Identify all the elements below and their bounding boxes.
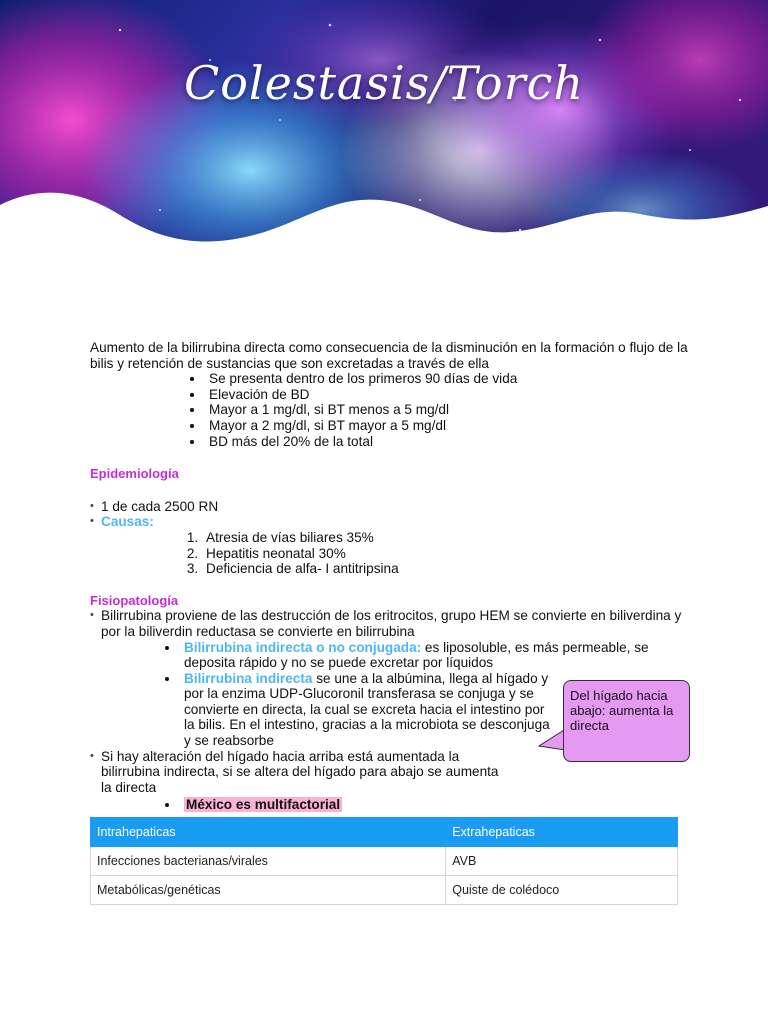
list-item: • Si hay alteración del hígado hacia arriba está aumentada la bilirrubina indirecta, si se altera del hígado para abajo se aumenta la directa	[90, 749, 510, 796]
list-item	[90, 514, 690, 530]
list-item: 3. Deficiencia de alfa- I antitripsina	[202, 561, 690, 577]
list-item	[180, 640, 690, 671]
epidemiologia-list	[90, 499, 690, 530]
table-row	[91, 876, 678, 905]
list-item: • Elevación de BD	[205, 387, 690, 403]
mexico-list	[180, 797, 690, 813]
fisiopatologia-heading: Fisiopatología	[90, 592, 179, 608]
causas-list	[202, 530, 690, 577]
list-item: • BD más del 20% de la total	[205, 434, 690, 450]
table-row	[91, 847, 678, 876]
table-cell: Quiste de colédoco	[446, 876, 678, 905]
table-header: Intrahepaticas	[91, 818, 446, 847]
criteria-list	[205, 371, 690, 449]
table-cell: AVB	[446, 847, 678, 876]
highlighted-text: México es multifactorial	[186, 797, 341, 813]
page-title: Colestasis/Torch	[184, 56, 584, 110]
epidemiologia-heading: Epidemiología	[90, 466, 179, 482]
list-item	[180, 797, 690, 813]
sub2-label: Bilirrubina indirecta	[184, 670, 313, 686]
header-banner	[0, 0, 768, 262]
table-header-row	[91, 818, 678, 847]
galaxy-background	[0, 0, 768, 262]
list-item: • Bilirrubina proviene de las destrucción de los eritrocitos, grupo HEM se convierte en biliverdina y por la biliverdin reductasa se convierte en bilirrubina	[90, 608, 690, 639]
list-item: • 1 de cada 2500 RN	[90, 499, 690, 515]
table-cell: Metabólicas/genéticas	[91, 876, 446, 905]
list-item: 2. Hepatitis neonatal 30%	[202, 546, 690, 562]
intro-paragraph: Aumento de la bilirrubina directa como consecuencia de la disminución en la formación o flujo de la bilis y retención de sustancias que son excretadas a través de ella	[90, 340, 688, 371]
causes-table	[90, 817, 678, 905]
sub2-text: se une a la albúmina, llega al hígado y por la enzima UDP-Glucoronil transferasa se conjuga y se convierte en directa, la cual se excreta hacia el intestino por la bilis. En el intestino, gracias a la microbiota se desconjuga y se reabsorbe	[184, 670, 550, 749]
causas-label: Causas:	[101, 514, 154, 530]
list-item: 1. Atresia de vías biliares 35%	[202, 530, 690, 546]
alteracion-list	[90, 749, 510, 796]
sub1-label: Bilirrubina indirecta o no conjugada:	[184, 639, 422, 655]
callout-note: Del hígado hacia abajo: aumenta la directa	[563, 680, 690, 762]
fisiopatologia-list	[90, 608, 690, 639]
sub1-text: es liposoluble, es más permeable, se deposita rápido y no se puede excretar por líquidos	[184, 639, 649, 671]
list-item: • Se presenta dentro de los primeros 90 días de vida	[205, 371, 690, 387]
table-cell: Infecciones bacterianas/virales	[91, 847, 446, 876]
list-item: • Mayor a 1 mg/dl, si BT menos a 5 mg/dl	[205, 402, 690, 418]
list-item: • Mayor a 2 mg/dl, si BT mayor a 5 mg/dl	[205, 418, 690, 434]
table-header: Extrahepaticas	[446, 818, 678, 847]
list-item	[180, 671, 554, 749]
